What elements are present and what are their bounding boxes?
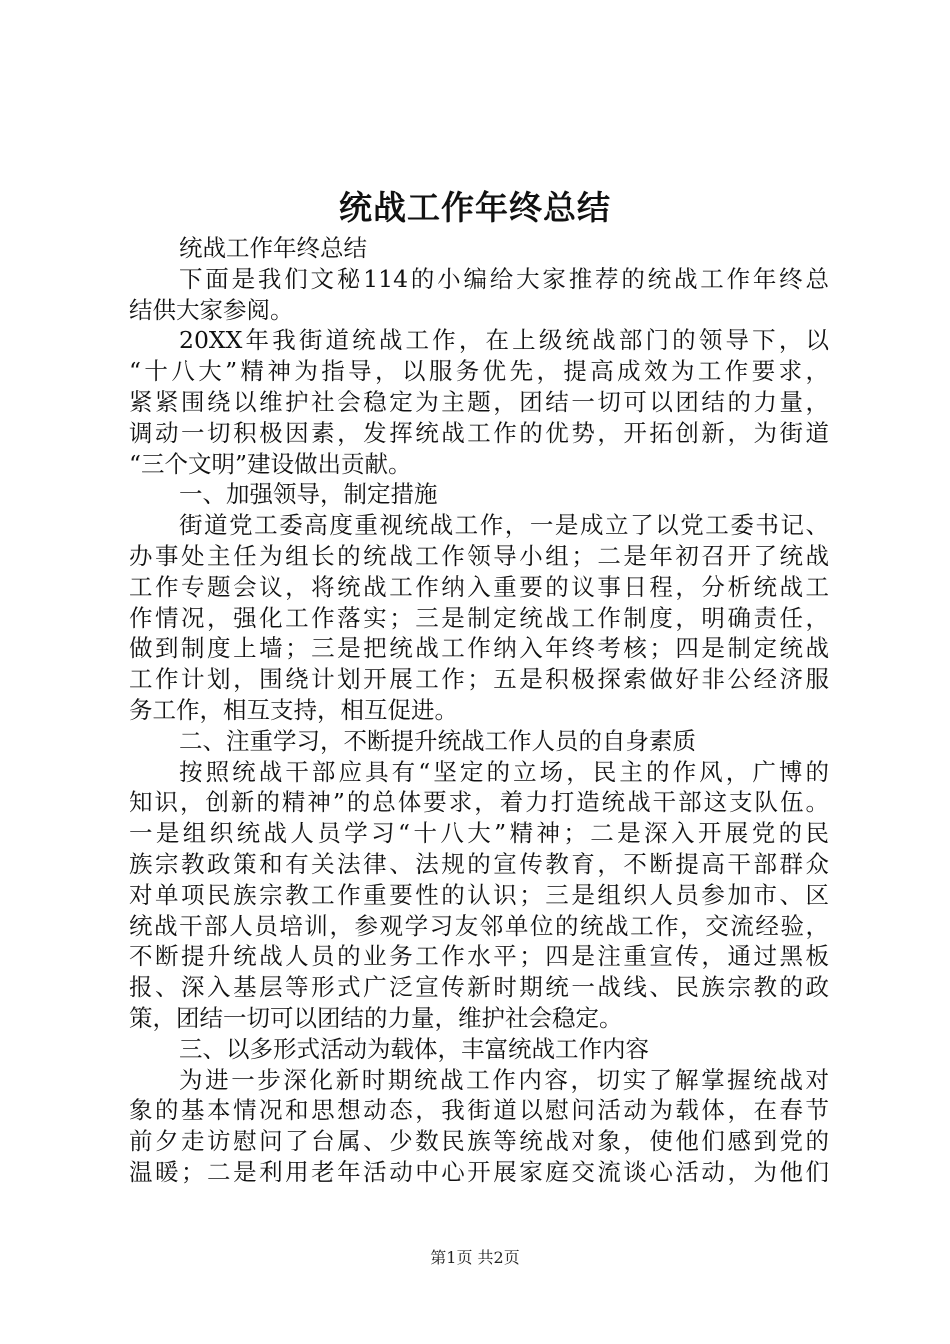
- body-line: 族宗教政策和有关法律、法规的宣传教育，不断提高干部群众: [129, 849, 829, 878]
- body-line: 策，团结一切可以团结的力量，维护社会稳定。: [129, 1003, 623, 1032]
- body-line: 象的基本情况和思想动态，我街道以慰问活动为载体，在春节: [129, 1096, 829, 1125]
- body-line: 作情况，强化工作落实；三是制定统战工作制度，明确责任，: [129, 603, 829, 632]
- body-line: 按照统战干部应具有“坚定的立场，民主的作风，广博的: [179, 757, 829, 786]
- body-line: 下面是我们文秘114的小编给大家推荐的统战工作年终总: [179, 264, 829, 293]
- body-line: 温暖；二是利用老年活动中心开展家庭交流谈心活动，为他们: [129, 1157, 829, 1186]
- body-line: 一是组织统战人员学习“十八大”精神；二是深入开展党的民: [129, 819, 829, 848]
- body-line: 工作专题会议，将统战工作纳入重要的议事日程，分析统战工: [129, 572, 829, 601]
- body-line: 报、深入基层等形式广泛宣传新时期统一战线、民族宗教的政: [129, 973, 829, 1002]
- body-line: 知识，创新的精神”的总体要求，着力打造统战干部这支队伍。: [129, 788, 829, 817]
- body-line: 调动一切积极因素，发挥统战工作的优势，开拓创新，为街道: [129, 418, 829, 447]
- body-line: 做到制度上墙；三是把统战工作纳入年终考核；四是制定统战: [129, 634, 829, 663]
- body-line: 街道党工委高度重视统战工作，一是成立了以党工委书记、: [179, 511, 829, 540]
- body-line: 三、以多形式活动为载体，丰富统战工作内容: [179, 1034, 649, 1063]
- body-line: 办事处主任为组长的统战工作领导小组；二是年初召开了统战: [129, 541, 829, 570]
- body-line: 统战工作年终总结: [179, 234, 367, 262]
- body-line: 工作计划，围绕计划开展工作；五是积极探索做好非公经济服: [129, 665, 829, 694]
- body-line: “十八大”精神为指导，以服务优先，提高成效为工作要求，: [129, 357, 829, 386]
- body-line: 对单项民族宗教工作重要性的认识；三是组织人员参加市、区: [129, 880, 829, 909]
- body-line: 结供大家参阅。: [129, 295, 294, 324]
- document-body: [129, 233, 829, 1188]
- body-line: 为进一步深化新时期统战工作内容，切实了解掌握统战对: [179, 1065, 829, 1094]
- page-footer: 第1页 共2页: [430, 1248, 520, 1267]
- body-line: 统战干部人员培训，参观学习友邻单位的统战工作，交流经验，: [129, 911, 829, 940]
- body-line: 20XX年我街道统战工作，在上级统战部门的领导下，以: [179, 326, 829, 355]
- body-line: 不断提升统战人员的业务工作水平；四是注重宣传，通过黑板: [129, 942, 829, 971]
- body-line: 紧紧围绕以维护社会稳定为主题，团结一切可以团结的力量，: [129, 387, 829, 416]
- body-line: 一、加强领导，制定措施: [179, 480, 438, 509]
- body-line: 前夕走访慰问了台属、少数民族等统战对象，使他们感到党的: [129, 1127, 829, 1156]
- body-line: “三个文明”建设做出贡献。: [129, 449, 412, 478]
- document-title: 统战工作年终总结: [339, 188, 611, 227]
- body-line: 务工作，相互支持，相互促进。: [129, 695, 458, 724]
- body-line: 二、注重学习，不断提升统战工作人员的自身素质: [179, 726, 696, 755]
